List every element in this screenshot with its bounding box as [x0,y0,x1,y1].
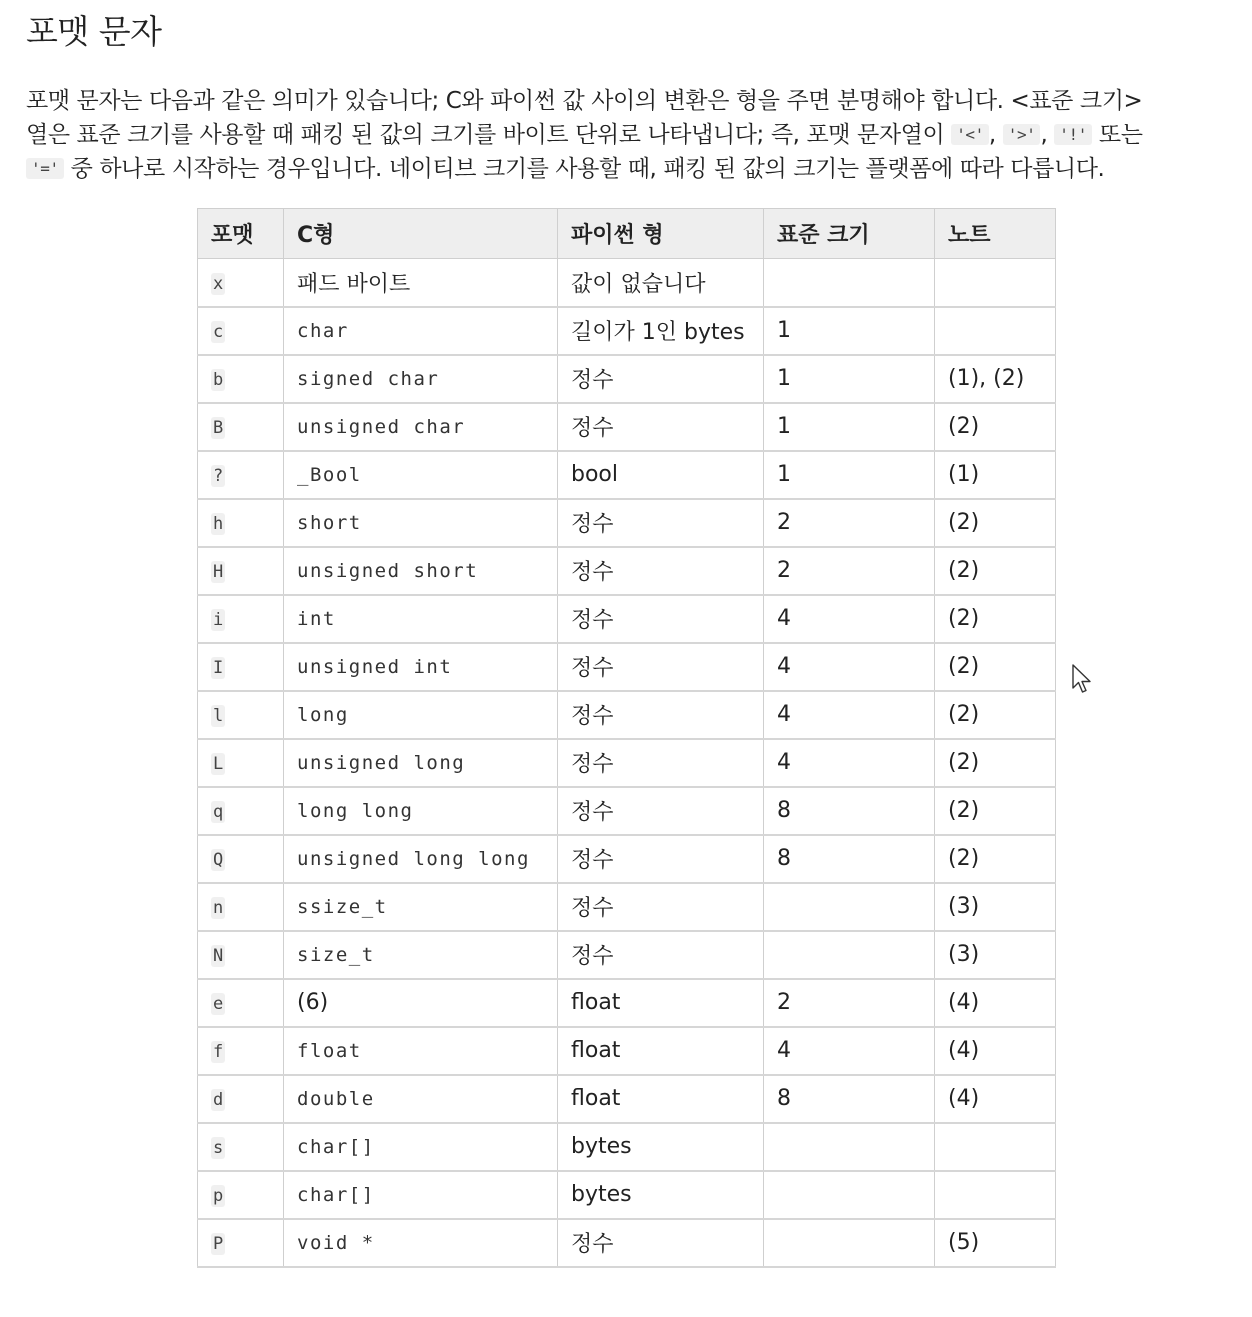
cell-pytype-text: 정수 [571,416,614,441]
header-pytype: 파이썬 형 [558,209,764,259]
cell-size-text: 4 [777,702,791,727]
table-row [198,1027,1056,1075]
cell-format [198,355,284,403]
cell-size [764,931,935,979]
cell-ctype-text: char[] [297,1136,375,1158]
cell-format [198,787,284,835]
cell-pytype [558,1075,764,1123]
cell-size-text: 2 [777,558,791,583]
cell-size [764,787,935,835]
cell-ctype-text: ssize_t [297,896,388,918]
header-format: 포맷 [198,209,284,259]
cell-pytype-text: 정수 [571,704,614,729]
cell-format [198,307,284,355]
table-row [198,547,1056,595]
cell-ctype-text: long long [297,800,414,822]
cell-size [764,691,935,739]
cell-format [198,835,284,883]
cell-size-text: 4 [777,654,791,679]
cell-size [764,1123,935,1171]
cell-format-text: q [213,802,224,822]
cell-size [764,355,935,403]
cell-ctype [284,931,558,979]
code-little-endian: '<' [951,124,989,145]
cell-notes [935,547,1056,595]
cell-pytype-text: 값이 없습니다 [571,271,706,297]
cell-format-text: f [213,1042,224,1062]
cell-format-text: h [213,514,224,534]
cell-format [198,1123,284,1171]
header-size: 표준 크기 [764,209,935,259]
cell-notes [935,1171,1056,1219]
cell-ctype-text: float [297,1040,362,1062]
cell-ctype [284,259,558,307]
cell-format-text: Q [213,850,224,870]
cell-pytype-text: 정수 [571,848,614,873]
cell-pytype-text: 정수 [571,608,614,633]
cell-format-text: e [213,994,224,1014]
cell-ctype-text: long [297,704,349,726]
cell-notes-text: (4) [948,1086,980,1111]
intro-line-2 [26,118,1238,152]
cell-format-text: P [213,1234,224,1254]
cell-size [764,739,935,787]
table-row [198,691,1056,739]
cell-format-text: x [213,273,224,294]
cell-format-text: s [213,1138,224,1158]
cell-notes-text: (2) [948,510,980,535]
cell-pytype [558,1123,764,1171]
cell-size [764,1027,935,1075]
cell-notes [935,1075,1056,1123]
cell-notes-text: (5) [948,1230,980,1255]
cell-notes [935,691,1056,739]
cell-size [764,403,935,451]
mouse-pointer-icon [1072,664,1092,694]
cell-pytype [558,979,764,1027]
cell-notes-text: (4) [948,990,980,1015]
cell-ctype [284,787,558,835]
cell-pytype [558,787,764,835]
cell-format [198,1171,284,1219]
cell-notes-text: (1), (2) [948,366,1025,391]
cell-size-text: 1 [777,318,791,343]
cell-pytype [558,691,764,739]
cell-pytype [558,1171,764,1219]
cell-ctype [284,451,558,499]
cell-format-text: d [213,1090,224,1110]
cell-format [198,1075,284,1123]
section-title: 포맷 문자 [26,12,162,51]
cell-pytype [558,259,764,307]
cell-notes [935,835,1056,883]
cell-size-text: 1 [777,366,791,391]
cell-notes [935,451,1056,499]
table-row [198,835,1056,883]
cell-format-text: c [213,322,224,342]
cell-pytype-text: 정수 [571,368,614,393]
cell-ctype [284,739,558,787]
cell-pytype-text: bytes [571,1134,632,1159]
cell-pytype [558,835,764,883]
cell-ctype-text: double [297,1088,375,1110]
code-network: '!' [1054,124,1092,145]
cell-format [198,643,284,691]
cell-pytype-text: 정수 [571,1232,614,1257]
cell-format-text: N [213,946,224,966]
cell-size-text: 1 [777,414,791,439]
cell-format [198,691,284,739]
cell-format [198,451,284,499]
cell-size [764,883,935,931]
intro-line-3 [26,152,1238,186]
table-row [198,259,1056,307]
cell-size [764,547,935,595]
cell-size-text: 1 [777,462,791,487]
intro-line-1: 포맷 문자는 다음과 같은 의미가 있습니다; C와 파이썬 값 사이의 변환은 형을 주면 분명해야 합니다. <표준 크기> [26,88,1143,114]
cell-size-text: 4 [777,606,791,631]
cell-notes [935,931,1056,979]
cell-size-text: 2 [777,510,791,535]
table-row [198,1171,1056,1219]
cell-size-text: 8 [777,846,791,871]
cell-pytype-text: bytes [571,1182,632,1207]
cell-format [198,1219,284,1267]
cell-format-text: l [213,706,224,726]
cell-notes [935,883,1056,931]
cell-format-text: ? [213,466,224,486]
cell-notes-text: (2) [948,558,980,583]
cell-ctype [284,595,558,643]
cell-ctype [284,403,558,451]
cell-format [198,931,284,979]
table-row [198,499,1056,547]
intro-or: 또는 [1098,122,1143,148]
cell-ctype [284,499,558,547]
cell-ctype [284,1171,558,1219]
table-row [198,307,1056,355]
cell-ctype [284,1123,558,1171]
cell-pytype [558,451,764,499]
table-row [198,787,1056,835]
cell-format-text: n [213,898,224,918]
table-row [198,979,1056,1027]
cell-pytype [558,643,764,691]
code-native: '=' [26,158,64,179]
cell-format-text: i [213,610,224,630]
cell-size [764,835,935,883]
cell-notes [935,643,1056,691]
cell-format-text: H [213,562,224,582]
intro-line-2-text: 열은 표준 크기를 사용할 때 패킹 된 값의 크기를 바이트 단위로 나타냅니다; 즉, 포맷 문자열이 [26,122,945,148]
cell-size-text: 4 [777,1038,791,1063]
table-row [198,355,1056,403]
cell-pytype-text: 정수 [571,896,614,921]
cell-pytype-text: 정수 [571,560,614,585]
cell-notes-text: (3) [948,894,980,919]
cell-format [198,499,284,547]
cell-format [198,595,284,643]
cell-format-text: p [213,1186,224,1206]
cell-ctype [284,1219,558,1267]
cell-pytype [558,739,764,787]
cell-size [764,1171,935,1219]
cell-ctype [284,1075,558,1123]
cell-notes [935,259,1056,307]
cell-format-text: L [213,754,224,774]
comma: , [1040,122,1048,148]
cell-ctype [284,691,558,739]
cell-ctype-text: unsigned int [297,656,453,678]
cell-size-text: 2 [777,990,791,1015]
cell-notes-text: (2) [948,606,980,631]
table-row [198,883,1056,931]
cell-size [764,499,935,547]
cell-ctype-text: void * [297,1232,375,1254]
cell-notes [935,1123,1056,1171]
cell-notes-text: (2) [948,414,980,439]
cell-size-text: 8 [777,798,791,823]
cell-pytype [558,931,764,979]
code-big-endian: '>' [1003,124,1041,145]
cell-ctype [284,307,558,355]
cell-pytype-text: 길이가 1인 bytes [571,320,745,345]
cell-ctype-text: (6) [297,990,329,1015]
cell-format-text: b [213,370,224,390]
intro-paragraph [26,84,1238,186]
cell-notes [935,1027,1056,1075]
table-row [198,1075,1056,1123]
cell-pytype [558,547,764,595]
cell-notes-text: (2) [948,750,980,775]
cell-ctype-text: signed char [297,368,440,390]
cell-format [198,739,284,787]
intro-line-3-text: 중 하나로 시작하는 경우입니다. 네이티브 크기를 사용할 때, 패킹 된 값의 크기는 플랫폼에 따라 다릅니다. [70,156,1105,182]
cell-notes [935,355,1056,403]
cell-ctype [284,643,558,691]
cell-format-text: B [213,418,224,438]
cell-ctype [284,1027,558,1075]
cell-pytype [558,595,764,643]
table-row [198,1219,1056,1267]
cell-notes-text: (2) [948,798,980,823]
comma: , [988,122,996,148]
cell-ctype [284,883,558,931]
table-row [198,595,1056,643]
cell-pytype [558,1027,764,1075]
cell-size [764,1075,935,1123]
cell-size-text: 4 [777,750,791,775]
cell-pytype [558,355,764,403]
cell-ctype [284,355,558,403]
cell-notes [935,307,1056,355]
cell-size [764,451,935,499]
cell-pytype [558,1219,764,1267]
cell-ctype-text: unsigned short [297,560,479,582]
cell-format [198,979,284,1027]
cell-pytype-text: float [571,1038,621,1063]
cell-notes-text: (2) [948,846,980,871]
cell-pytype-text: 정수 [571,656,614,681]
cell-ctype-text: size_t [297,944,375,966]
cell-notes-text: (1) [948,462,980,487]
table-row [198,931,1056,979]
cell-ctype-text: _Bool [297,464,362,486]
cell-pytype-text: 정수 [571,752,614,777]
cell-size [764,307,935,355]
header-ctype: C형 [284,209,558,259]
cell-notes [935,787,1056,835]
cell-notes [935,403,1056,451]
cell-ctype [284,547,558,595]
cell-format [198,259,284,307]
cell-pytype-text: float [571,1086,621,1111]
table-row [198,739,1056,787]
cell-notes-text: (2) [948,702,980,727]
cell-ctype [284,835,558,883]
cell-pytype-text: bool [571,462,618,487]
cell-ctype-text: unsigned long long [297,848,530,870]
cell-notes [935,739,1056,787]
cell-size-text: 8 [777,1086,791,1111]
cell-pytype-text: 정수 [571,800,614,825]
cell-notes [935,499,1056,547]
table-row [198,1123,1056,1171]
table-row [198,643,1056,691]
table-row [198,451,1056,499]
cell-ctype-text: short [297,512,362,534]
header-notes: 노트 [935,209,1056,259]
cell-notes-text: (2) [948,654,980,679]
cell-ctype-text: char [297,320,349,342]
cell-notes [935,979,1056,1027]
format-characters-table [197,208,1056,1268]
cell-size [764,1219,935,1267]
cell-pytype-text: 정수 [571,512,614,537]
cell-format [198,1027,284,1075]
cell-format [198,883,284,931]
cell-size [764,979,935,1027]
cell-ctype [284,979,558,1027]
cell-format [198,403,284,451]
cell-size [764,595,935,643]
cell-size [764,643,935,691]
cell-pytype-text: float [571,990,621,1015]
cell-notes-text: (3) [948,942,980,967]
cell-notes [935,1219,1056,1267]
cell-ctype-text: char[] [297,1184,375,1206]
cell-notes-text: (4) [948,1038,980,1063]
cell-ctype-text: int [297,608,336,630]
cell-ctype-text: unsigned char [297,416,466,438]
cell-size [764,259,935,307]
cell-ctype-text: unsigned long [297,752,466,774]
cell-pytype [558,403,764,451]
cell-pytype-text: 정수 [571,944,614,969]
cell-pytype [558,883,764,931]
cell-notes [935,595,1056,643]
table-header-row [198,209,1056,259]
cell-format [198,547,284,595]
cell-ctype-text: 패드 바이트 [297,271,411,297]
cell-pytype [558,307,764,355]
cell-format-text: I [213,658,224,678]
cell-pytype [558,499,764,547]
table-row [198,403,1056,451]
